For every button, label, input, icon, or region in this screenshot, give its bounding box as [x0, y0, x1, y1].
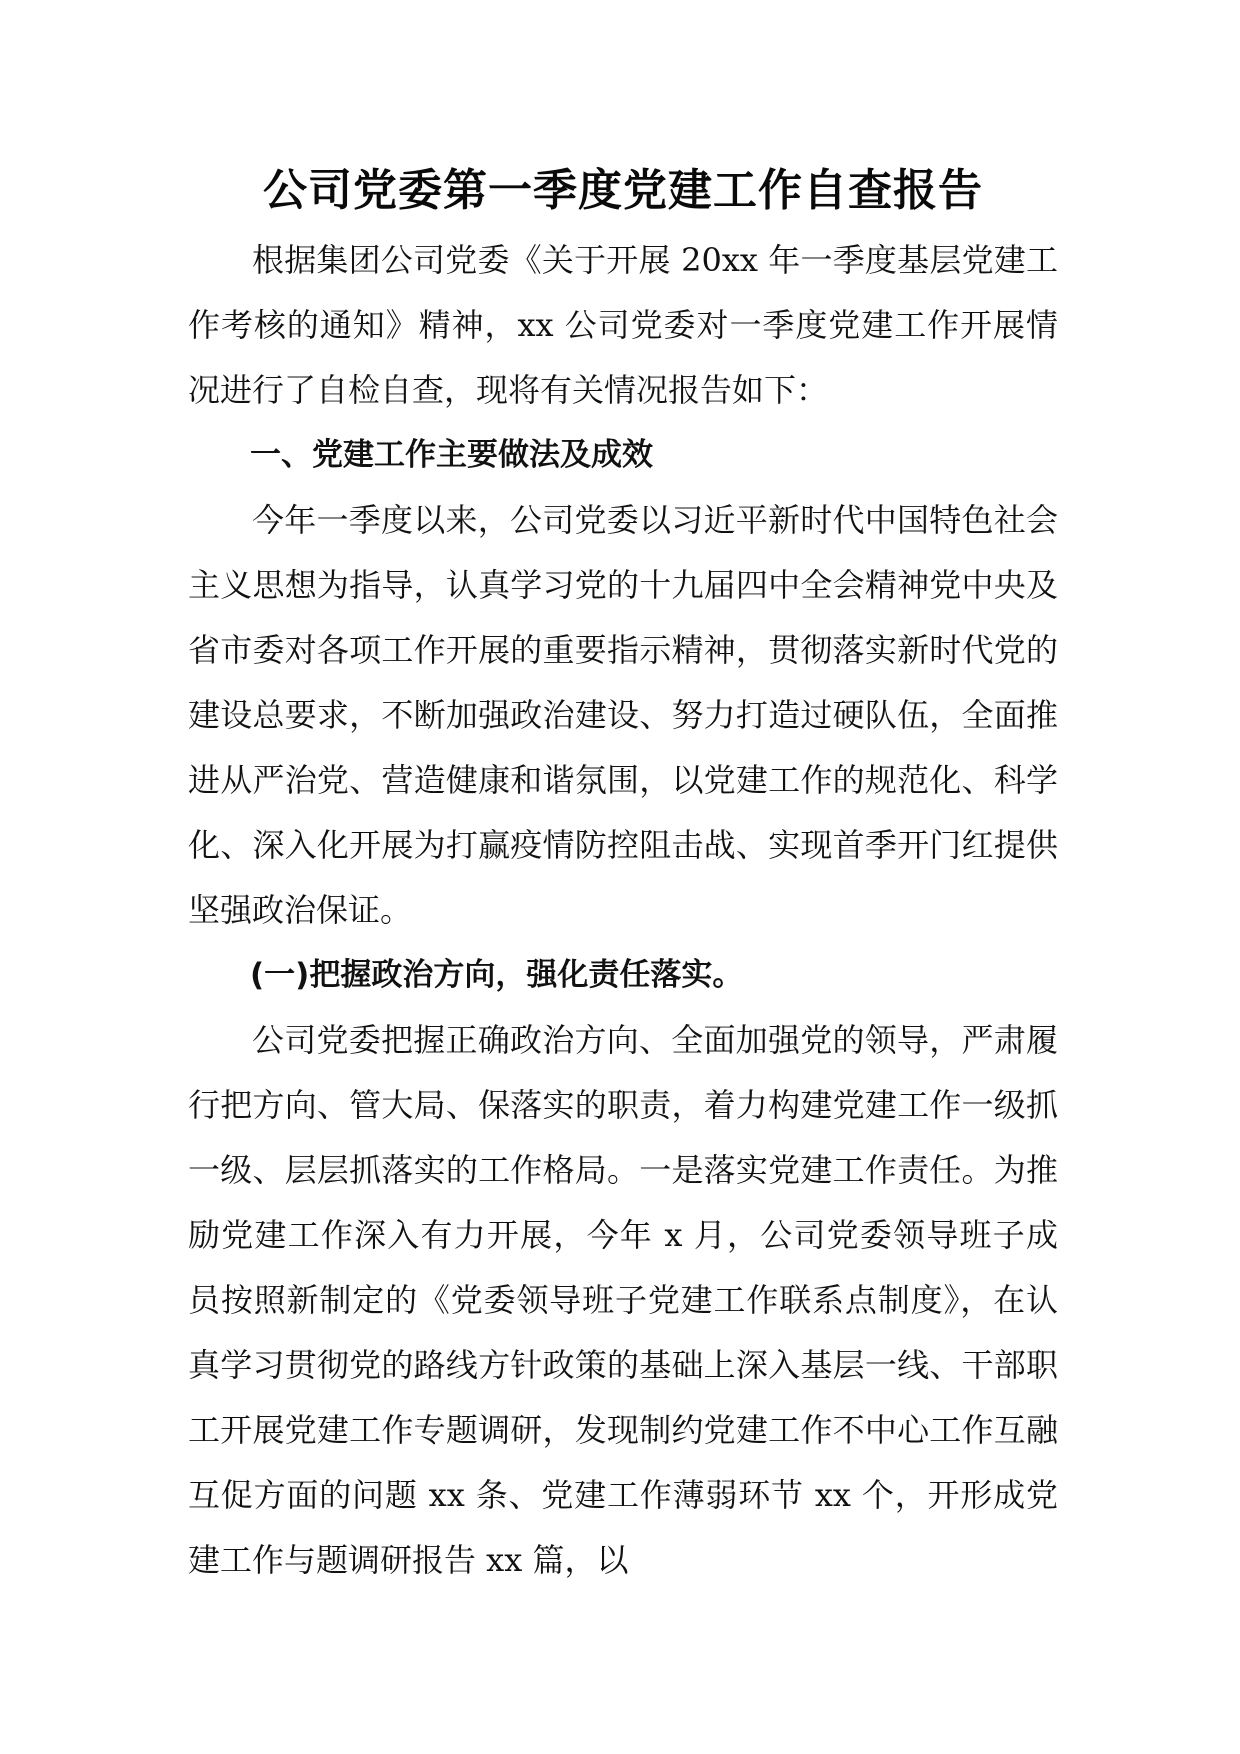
intro-paragraph: 根据集团公司党委《关于开展 20xx 年一季度基层党建工作考核的通知》精神，xx 公司党委对一季度党建工作开展情况进行了自检自查，现将有关情况报告如下： [188, 241, 1058, 409]
document-page [188, 160, 1058, 1593]
subsection-paragraph: 公司党委把握正确政治方向、全面加强党的领导，严肃履行把方向、管大局、保落实的职责，着力构建党建工作一级抓一级、层层抓落实的工作格局。一是落实党建工作责任。为推励党建工作深入有力开展，今年 x 月，公司党委领导班子成员按照新制定的《党委领导班子党建工作联系点制度》，在认真学习贯彻党的路线方针政策的基础上深入基层一线、干部职工开展党建工作专题调研，发现制约党建工作不中心工作互融互促方面的问题 xx 条、党建工作薄弱环节 xx 个，开形成党建工作与题调研报告 xx 篇，以 [188, 1021, 1058, 1579]
subsection-heading: (一)把握政治方向，强化责任落实。 [250, 957, 744, 993]
section-heading: 一、党建工作主要做法及成效 [250, 437, 653, 473]
document-title: 公司党委第一季度党建工作自查报告 [263, 165, 983, 216]
section-paragraph: 今年一季度以来，公司党委以习近平新时代中国特色社会主义思想为指导，认真学习党的十九届四中全会精神党中央及省市委对各项工作开展的重要指示精神，贯彻落实新时代党的建设总要求，不断加强政治建设、努力打造过硬队伍，全面推进从严治党、营造健康和谐氛围，以党建工作的规范化、科学化、深入化开展为打赢疫情防控阻击战、实现首季开门红提供坚强政治保证。 [188, 501, 1058, 929]
